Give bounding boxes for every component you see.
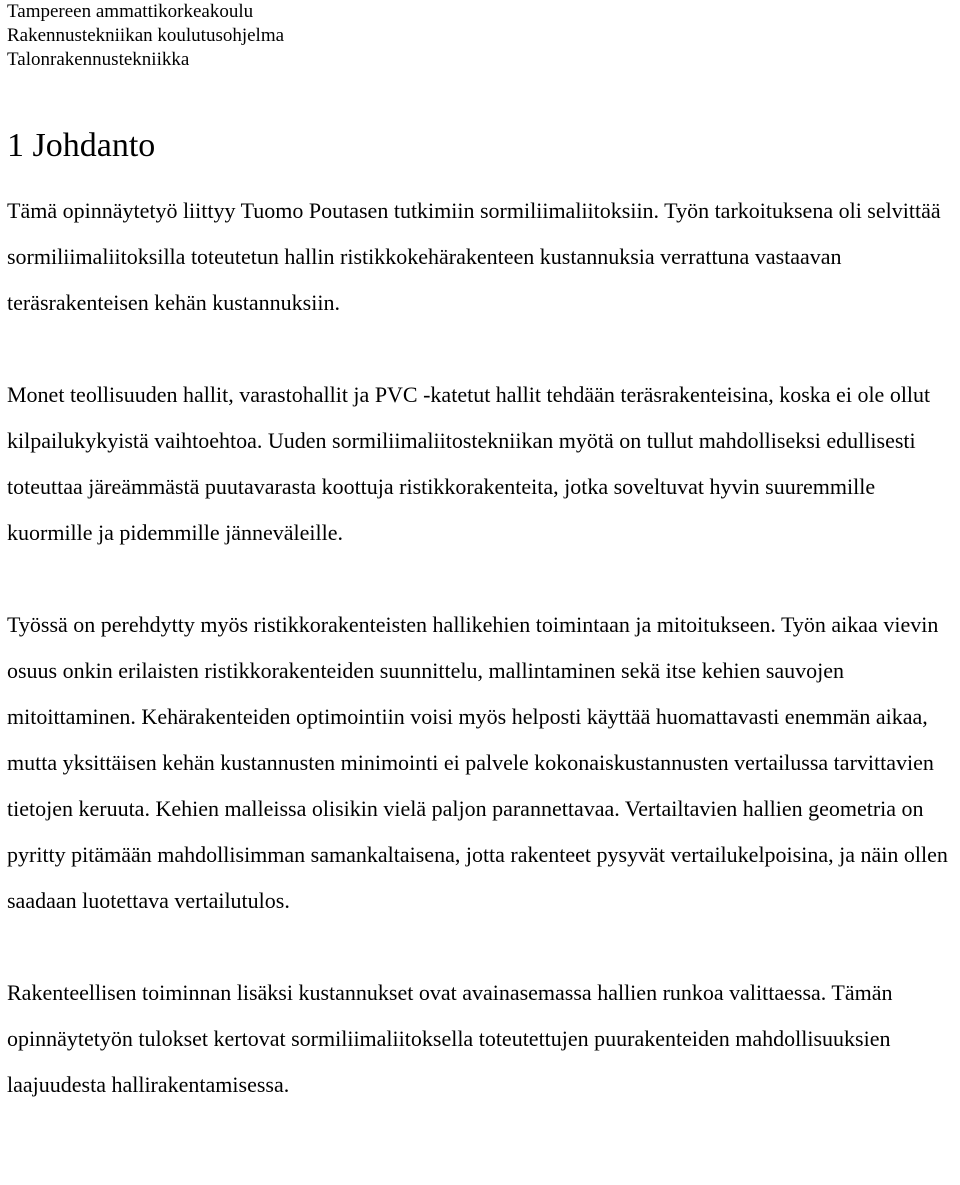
header-specialization: Talonrakennustekniikka bbox=[7, 49, 190, 70]
paragraph-4: Rakenteellisen toiminnan lisäksi kustannukset ovat avainasemassa hallien runkoa valittaessa. Tämän opinnäytetyön tulokset kertovat sormiliimaliitoksella toteutettujen puurakenteiden mahdollisuuksien laajuudesta hallirakentamisessa. bbox=[7, 980, 893, 1097]
header-institution: Tampereen ammattikorkeakoulu bbox=[7, 1, 254, 22]
paragraph-1: Tämä opinnäytetyö liittyy Tuomo Poutasen tutkimiin sormiliimaliitoksiin. Työn tarkoituksena oli selvittää sormiliimaliitoksilla toteutetun hallin ristikkokehärakenteen kustannuksia verrattuna vastaavan teräsrakenteisen kehän kustannuksiin. bbox=[7, 198, 941, 315]
header-degree-programme: Rakennustekniikan koulutusohjelma bbox=[7, 25, 285, 46]
section-heading: 1 Johdanto bbox=[7, 127, 156, 164]
paragraph-2: Monet teollisuuden hallit, varastohallit ja PVC -katetut hallit tehdään teräsrakenteisina, koska ei ole ollut kilpailukykyistä vaihtoehtoa. Uuden sormiliimaliitostekniikan myötä on tullut mahdolliseksi edullisesti toteuttaa järeämmästä puutavarasta koottuja ristikkorakenteita, jotka soveltuvat hyvin suuremmille kuormille ja pidemmille jänneväleille. bbox=[7, 382, 931, 545]
section-body bbox=[7, 188, 952, 1108]
paragraph-3: Työssä on perehdytty myös ristikkorakenteisten hallikehien toimintaan ja mitoitukseen. Työn aikaa vievin osuus onkin erilaisten ristikkorakenteiden suunnittelu, mallintaminen sekä itse kehien sauvojen mitoittaminen. Kehärakenteiden optimointiin voisi myös helposti käyttää huomattavasti enemmän aikaa, mutta yksittäisen kehän kustannusten minimointi ei palvele kokonaiskustannusten vertailussa tarvittavien tietojen keruuta. Kehien malleissa olisikin vielä paljon parannettavaa. Vertailtavien hallien geometria on pyritty pitämään mahdollisimman samankaltaisena, jotta rakenteet pysyvät vertailukelpoisina, ja näin ollen saadaan luotettava vertailutulos. bbox=[7, 612, 948, 913]
document-header bbox=[7, 0, 952, 72]
document-page bbox=[7, 0, 952, 1097]
